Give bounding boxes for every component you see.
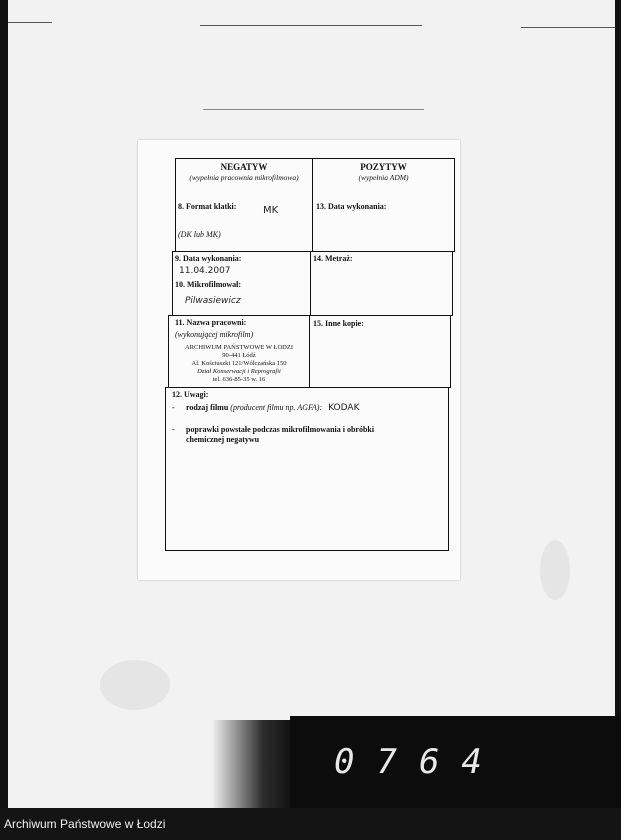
field8-label: 8. Format klatki: xyxy=(178,202,237,211)
pozytyw-title: POZYTYW xyxy=(360,162,407,172)
bullet: - xyxy=(172,425,175,434)
film-edge-left xyxy=(0,0,8,808)
scan-line xyxy=(521,27,615,28)
cell-field9-10 xyxy=(172,251,311,316)
stamp-line1: ARCHIWUM PAŃSTWOWE W ŁODZI xyxy=(184,344,294,351)
cell-pozytyw xyxy=(312,158,455,252)
film-edge-right xyxy=(615,0,621,808)
smudge xyxy=(540,540,570,600)
cell-field11 xyxy=(168,315,310,388)
bullet: - xyxy=(172,403,175,412)
cell-field12 xyxy=(165,387,449,551)
field12-item2-line2: chemicznej negatywu xyxy=(186,435,260,444)
field12-label: 12. Uwagi: xyxy=(172,390,209,399)
field11-label: 11. Nazwa pracowni: xyxy=(175,318,247,327)
field14-label: 14. Metraż: xyxy=(313,254,353,263)
stamp-line5: tel. 636-85-35 w. 16 xyxy=(212,376,266,383)
stamp-line2: 90-441 Łódź xyxy=(222,352,256,359)
stamp-line3: Al. Kościuszki 121/Wólczańska 150 xyxy=(191,360,287,367)
field12-item1 xyxy=(186,403,359,413)
cell-field15 xyxy=(309,315,451,388)
pozytyw-subtitle: (wypełnia ADM) xyxy=(358,173,409,182)
frame-number: 0764 xyxy=(334,742,504,782)
field9-label: 9. Data wykonania: xyxy=(175,254,242,263)
field15-label: 15. Inne kopie: xyxy=(313,319,364,328)
stamp-line4: Dział Konserwacji i Reprografii xyxy=(197,368,281,375)
item1-hint: (producent filmu np. AGFA): xyxy=(230,403,323,412)
footer-text: Archiwum Państwowe w Łodzi xyxy=(4,817,166,831)
cell-field14 xyxy=(310,251,453,316)
field8-value: MK xyxy=(263,205,279,216)
field8-note: (DK lub MK) xyxy=(178,230,221,239)
scan-line xyxy=(200,25,422,26)
item1-prefix: rodzaj filmu xyxy=(186,403,229,412)
negatyw-title: NEGATYW xyxy=(220,162,268,172)
microfilm-record-card xyxy=(138,140,460,580)
field10-value: Pilwasiewicz xyxy=(185,296,241,306)
footer-bar xyxy=(0,808,621,840)
cell-negatyw xyxy=(175,158,313,252)
field12-item2-line1: poprawki powstałe podczas mikrofilmowania i obróbki xyxy=(186,425,375,434)
scan-line xyxy=(8,22,52,23)
smudge xyxy=(100,660,170,710)
field13-label: 13. Data wykonania: xyxy=(316,202,387,211)
field9-value: 11.04.2007 xyxy=(179,266,231,276)
scan-line xyxy=(203,109,424,110)
field11-sublabel: (wykonującej mikrofilm) xyxy=(175,330,254,339)
item1-value: KODAK xyxy=(328,403,360,413)
negatyw-subtitle: (wypełnia pracownia mikrofilmowa) xyxy=(189,173,299,182)
film-shadow xyxy=(212,720,297,808)
field10-label: 10. Mikrofilmował: xyxy=(175,280,242,289)
